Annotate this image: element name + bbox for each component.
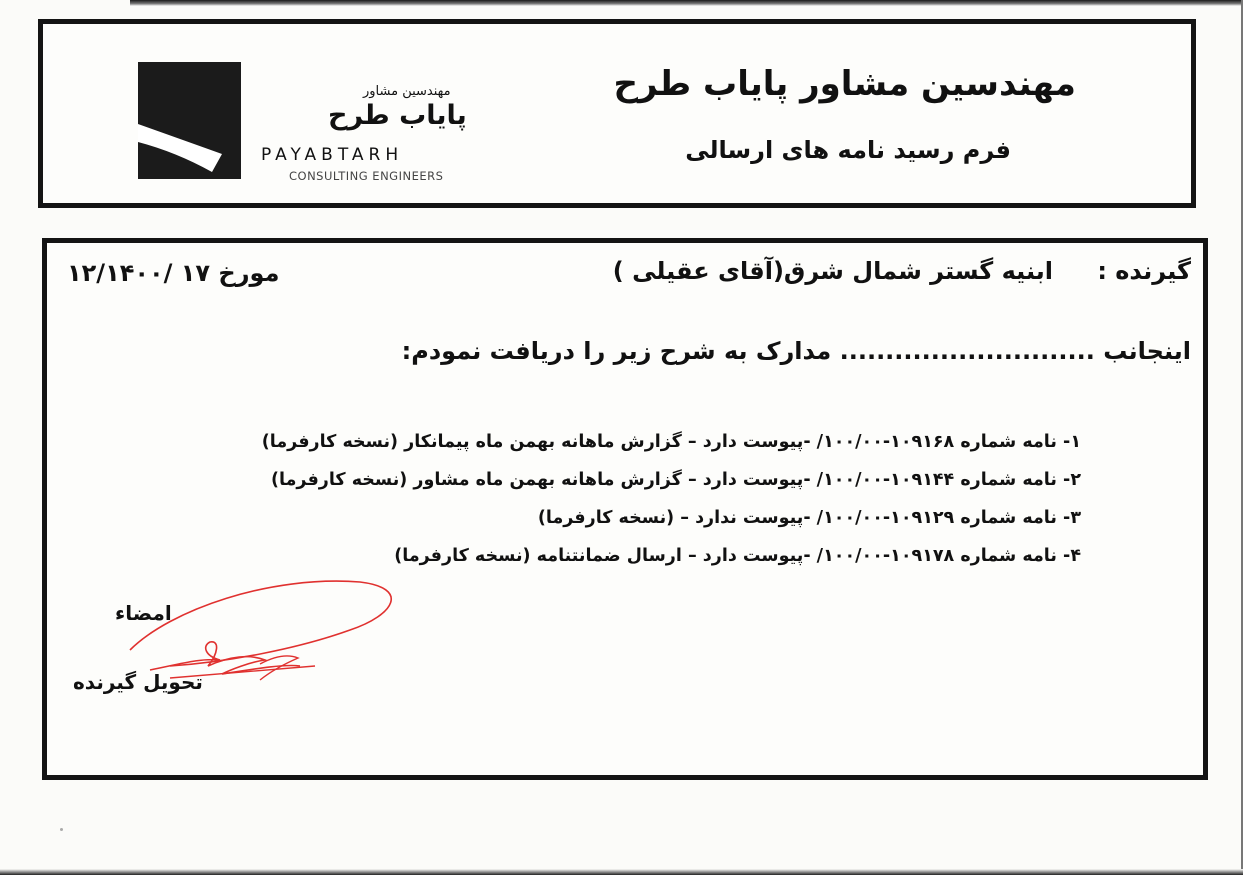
company-logo-mark	[138, 62, 241, 179]
date-line: مورخ ۱۷ /۱۲/۱۴۰۰	[67, 259, 280, 287]
logo-swoosh-icon	[138, 62, 241, 179]
handwritten-signature	[110, 570, 410, 700]
list-item: ۲- نامه شماره ۱۰۹۱۴۴-۱۰۰/۰۰/ -پیوست دارد – گزارش ماهانه بهمن ماه مشاور (نسخه کارفرما)	[271, 470, 1081, 490]
logo-text-main-fa: پایاب طرح	[328, 100, 467, 131]
form-title: فرم رسید نامه های ارسالی	[685, 136, 1011, 164]
scan-speck	[60, 828, 63, 831]
list-item: ۱- نامه شماره ۱۰۹۱۶۸-۱۰۰/۰۰/ -پیوست دارد – گزارش ماهانه بهمن ماه پیمانکار (نسخه کارفرما)	[261, 432, 1081, 452]
header-box	[38, 19, 1196, 208]
logo-text-en: PAYABTARH	[261, 145, 404, 165]
scan-edge-bottom	[0, 869, 1243, 875]
logo-text-small-fa: مهندسین مشاور	[363, 84, 451, 99]
scan-edge-top	[0, 0, 1243, 6]
recipient-label: گیرنده :	[1097, 257, 1191, 285]
list-item: ۴- نامه شماره ۱۰۹۱۷۸-۱۰۰/۰۰/ -پیوست دارد – ارسال ضمانتنامه (نسخه کارفرما)	[394, 546, 1081, 566]
company-title: مهندسین مشاور پایاب طرح	[613, 64, 1076, 104]
list-item: ۳- نامه شماره ۱۰۹۱۲۹-۱۰۰/۰۰/ -پیوست ندارد – (نسخه کارفرما)	[537, 508, 1081, 528]
recipient-value: ابنیه گستر شمال شرق(آقای عقیلی )	[612, 257, 1053, 285]
intro-line: اینجانب ............................ مدارک به شرح زیر را دریافت نمودم:	[401, 337, 1191, 365]
logo-text-en-sub: CONSULTING ENGINEERS	[289, 169, 444, 183]
scan-edge-gap	[0, 0, 130, 8]
document-list	[262, 423, 1081, 575]
signature-label: امضاء	[115, 601, 172, 625]
receiver-label: تحویل گیرنده	[73, 670, 203, 694]
